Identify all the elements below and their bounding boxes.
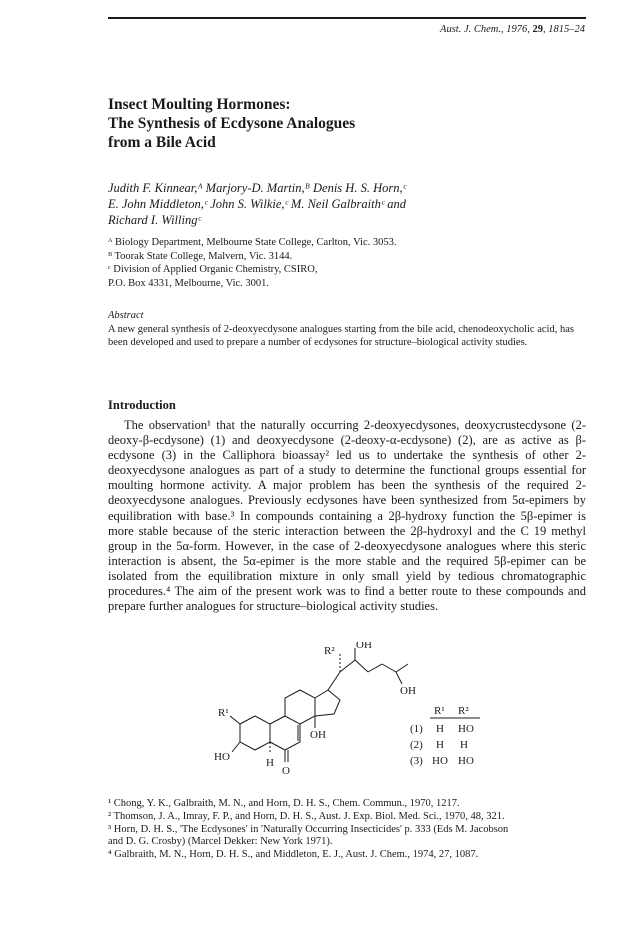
chem-label-r1: R¹ (218, 707, 229, 719)
journal-pages: , 1815–24 (543, 24, 585, 35)
journal-volume: 29 (532, 24, 543, 35)
affiliation-line: ᴬ Biology Department, Melbourne State College, Carlton, Vic. 3053. (108, 237, 397, 248)
steroid-structure-diagram (200, 642, 500, 792)
header-rule (108, 17, 586, 19)
table-header-r2: R² (458, 705, 469, 717)
affiliation-line: ᶜ Division of Applied Organic Chemistry, CSIRO, (108, 264, 318, 275)
table-cell: HO (458, 723, 474, 735)
table-row-label: (3) (410, 755, 423, 767)
table-cell: HO (458, 755, 474, 767)
table-header-r1: R¹ (434, 705, 445, 717)
reference-item: ¹ Chong, Y. K., Galbraith, M. N., and Horn, D. H. S., Chem. Commun., 1970, 1217. (108, 798, 460, 809)
affiliations (108, 236, 548, 290)
table-cell: H (436, 723, 444, 735)
journal-year: 1976, (506, 24, 530, 35)
abstract-heading: Abstract (108, 310, 144, 321)
title-line: The Synthesis of Ecdysone Analogues (108, 115, 356, 132)
chem-label-oh-top: OH (356, 642, 372, 651)
author-line: E. John Middleton,ᶜ John S. Wilkie,ᶜ M. Neil Galbraithᶜ and (108, 197, 407, 211)
chem-label-r2: R² (324, 645, 335, 657)
journal-citation: Aust. J. Chem., 1976, 29, 1815–24 (440, 24, 585, 35)
chem-label-ho: HO (214, 751, 230, 763)
reference-item: ² Thomson, J. A., Imray, F. P., and Horn, D. H. S., Aust. J. Exp. Biol. Med. Sci., 1970, 48, 321. (108, 810, 505, 822)
reference-item: ³ Horn, D. H. S., 'The Ecdysones' in 'Naturally Occurring Insecticides' p. 333 (Eds M. Jacobson (108, 823, 509, 835)
chem-label-h: H (266, 757, 274, 769)
affiliation-line: ᴮ Toorak State College, Malvern, Vic. 3144. (108, 250, 293, 262)
table-cell: H (460, 739, 468, 751)
reference-item: ⁴ Galbraith, M. N., Horn, D. H. S., and Middleton, E. J., Aust. J. Chem., 1974, 27, 1087. (108, 849, 479, 861)
table-cell: HO (432, 755, 448, 767)
paper-title (108, 95, 528, 152)
introduction-text: The observation¹ that the naturally occurring 2-deoxyecdysones, deoxycrustecdysone (2-deoxy-β-ecdysone) (1) and deoxyecdysone (2-deoxy-α-ecdysone) (2), are as active as β-ecdysone (3) in the Calliphora bioassay² led us to undertake the synthesis of other 2-deoxyecdysone analogues as part of a study to determine the functional groups essential for moulting hormone activity. A major problem has been the synthesis of the required 2-deoxyecdysone analogues. Previously ecdysones have been synthesized from 5α-epimers by equilibration with base.³ In compounds containing a 2β-hydroxy function the 5β-epimer is more stable because of the steric interaction between the 2β-hydroxyl and the C 19 methyl group in the 5α-form. However, in the case of 2-deoxyecdysone analogues where this steric interaction is absent, the 5α-epimer is the more stable and the required 5β-epimer can be isolated from the equilibration mixture in only small yield by tedious chromatographic procedures.⁴ The aim of the present work was to find a better route to these compounds and prepare further analogues for structure–biological activity studies. (108, 418, 586, 614)
title-line: from a Bile Acid (108, 134, 216, 151)
author-line: Judith F. Kinnear,ᴬ Marjory-D. Martin,ᴮ Denis H. S. Horn,ᶜ (108, 181, 406, 195)
introduction-heading: Introduction (108, 398, 176, 412)
substituent-table (410, 705, 474, 767)
author-line: Richard I. Willingᶜ (108, 213, 201, 227)
title-line: Insect Moulting Hormones: (108, 96, 291, 113)
journal-name: Aust. J. Chem. (440, 24, 501, 35)
chem-label-o: O (282, 765, 290, 777)
chem-label-oh-side: OH (400, 685, 416, 697)
author-list (108, 180, 548, 228)
reference-item: and D. G. Crosby) (Marcel Dekker: New York 1971). (108, 836, 333, 848)
chem-label-oh-ring: OH (310, 729, 326, 741)
references (108, 798, 598, 862)
table-row-label: (1) (410, 723, 423, 735)
table-cell: H (436, 739, 444, 751)
abstract-text: A new general synthesis of 2-deoxyecdysone analogues starting from the bile acid, chenodeoxycholic acid, has been developed and used to prepare a number of ecdysones for structure–biological activity studies. (108, 324, 574, 348)
table-row-label: (2) (410, 739, 423, 751)
affiliation-line: P.O. Box 4331, Melbourne, Vic. 3001. (108, 277, 270, 289)
